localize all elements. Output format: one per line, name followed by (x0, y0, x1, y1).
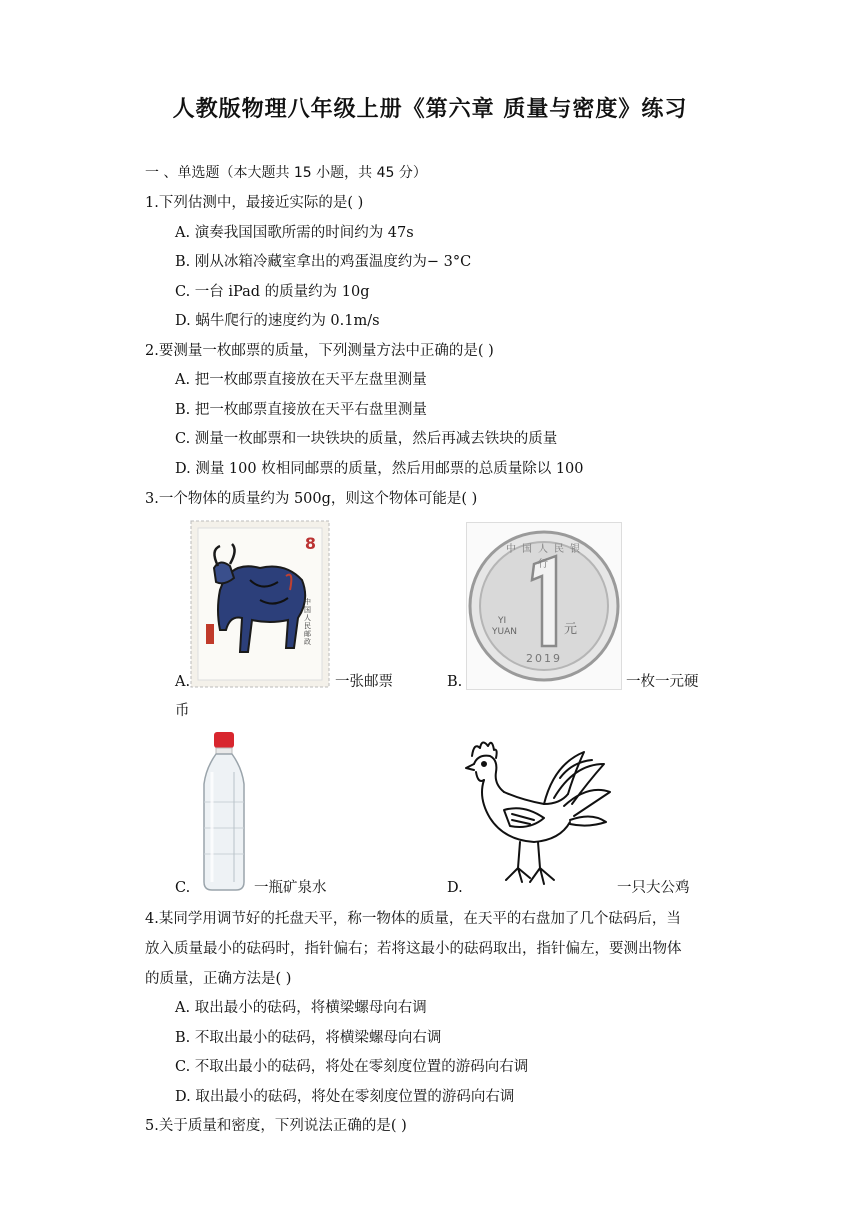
water-bottle-icon (198, 732, 250, 892)
question-2-stem: 2.要测量一枚邮票的质量，下列测量方法中正确的是( ) (145, 343, 494, 359)
one-yuan-coin-icon (466, 522, 622, 690)
coin-top-text: 中国人民银行 (506, 544, 586, 570)
question-3-stem: 3.一个物体的质量约为 500g，则这个物体可能是( ) (145, 491, 478, 507)
question-4-option-d: D. 取出最小的砝码，将处在零刻度位置的游码向右调 (175, 1089, 515, 1105)
rooster-icon (464, 734, 614, 892)
question-1-stem: 1.下列估测中，最接近实际的是( ) (145, 195, 364, 211)
coin-yi-text: YI (498, 616, 507, 626)
question-3-option-d-letter: D. (447, 880, 463, 896)
question-4-stem-line-3: 的质量，正确方法是( ) (145, 971, 292, 987)
question-2-option-d: D. 测量 100 枚相同邮票的质量，然后用邮票的总质量除以 100 (175, 461, 584, 477)
question-3-option-b-caption: 一枚一元硬 (626, 674, 699, 690)
question-4-option-b: B. 不取出最小的砝码，将横梁螺母向右调 (175, 1030, 442, 1046)
question-1-option-c: C. 一台 iPad 的质量约为 10g (175, 284, 370, 300)
page-title: 人教版物理八年级上册《第六章 质量与密度》练习 (172, 97, 688, 122)
question-4-option-a: A. 取出最小的砝码，将横梁螺母向右调 (175, 1000, 427, 1016)
question-2-option-b: B. 把一枚邮票直接放在天平右盘里测量 (175, 402, 427, 418)
question-1-option-d: D. 蜗牛爬行的速度约为 0.1m/s (175, 313, 380, 329)
question-4-stem-line-1: 4.某同学用调节好的托盘天平，称一物体的质量，在天平的右盘加了几个砝码后，当 (145, 911, 681, 927)
question-1-option-b: B. 刚从冰箱冷藏室拿出的鸡蛋温度约为− 3°C (175, 254, 472, 270)
question-2-option-c: C. 测量一枚邮票和一块铁块的质量，然后再减去铁块的质量 (175, 431, 558, 447)
question-3-option-b-caption-wrap: 币 (175, 703, 190, 719)
ox-stamp-icon (190, 520, 330, 688)
question-2-option-a: A. 把一枚邮票直接放在天平左盘里测量 (175, 372, 427, 388)
question-3-option-a-letter: A. (175, 674, 191, 690)
question-3-option-a-caption: 一张邮票 (335, 674, 393, 690)
coin-year-text: 2019 (526, 652, 562, 665)
stamp-issuer: 中国人民邮政 (304, 598, 311, 646)
question-1-option-a: A. 演奏我国国歌所需的时间约为 47s (175, 225, 414, 241)
coin-yuan-cn-text: 元 (564, 622, 578, 637)
question-3-option-c-letter: C. (175, 880, 191, 896)
question-4-option-c: C. 不取出最小的砝码，将处在零刻度位置的游码向右调 (175, 1059, 529, 1075)
coin-yuan-text: YUAN (492, 627, 517, 637)
question-3-option-d-caption: 一只大公鸡 (617, 880, 690, 896)
stamp-denomination: 8 (304, 534, 316, 553)
question-5-stem: 5.关于质量和密度，下列说法正确的是( ) (145, 1118, 407, 1134)
question-3-option-b-letter: B. (447, 674, 463, 690)
question-4-stem-line-2: 放入质量最小的砝码时，指针偏右；若将这最小的砝码取出，指针偏左，要测出物体 (145, 941, 682, 957)
question-3-option-c-caption: 一瓶矿泉水 (254, 880, 327, 896)
section-heading: 一 、单选题（本大题共 15 小题，共 45 分） (145, 165, 427, 181)
